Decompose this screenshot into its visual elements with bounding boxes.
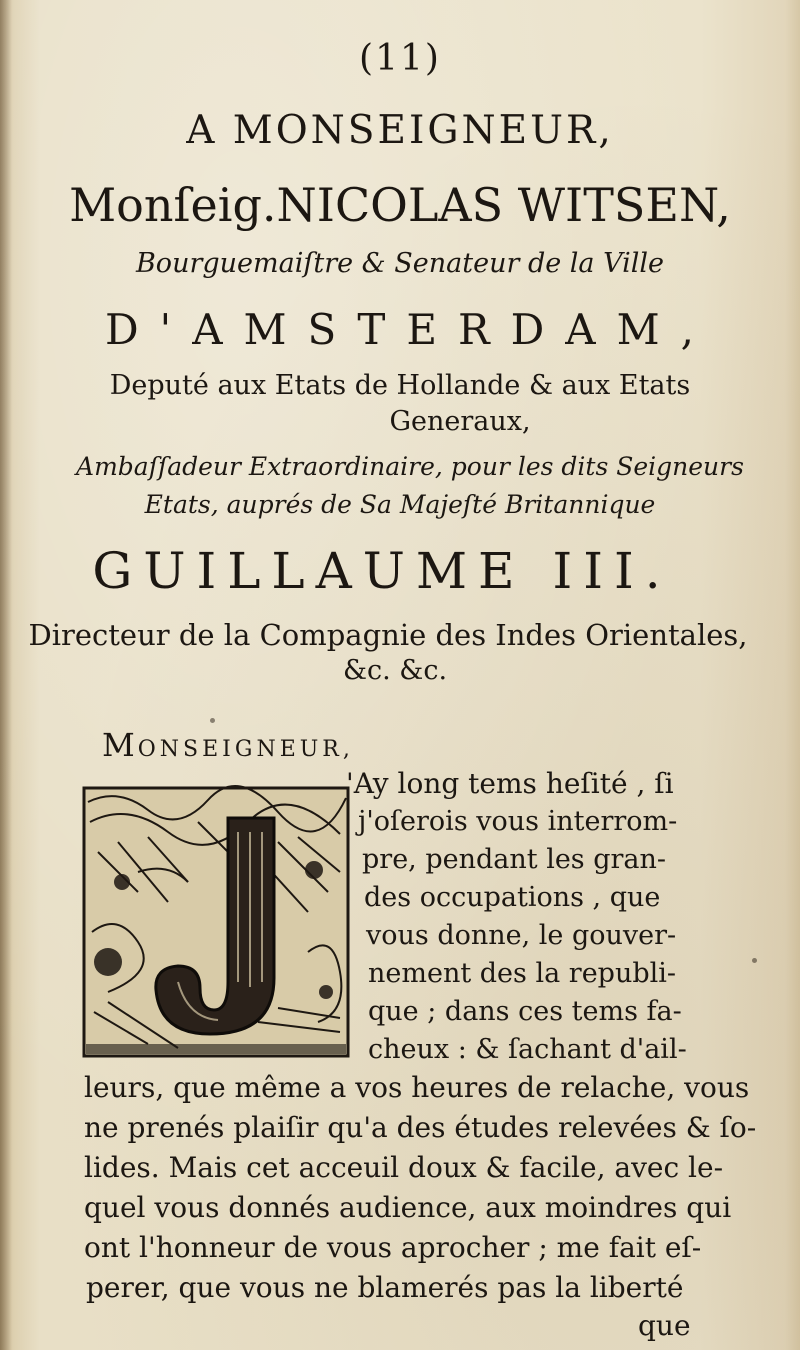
ink-speck — [210, 718, 215, 723]
body-line-6: nement des la republi- — [368, 958, 677, 989]
body-line-12: quel vous donnés audience, aux moindres qui — [84, 1191, 732, 1224]
director-line-1: Directeur de la Compagnie des Indes Orientales, — [28, 618, 748, 652]
body-line-3: pre, pendant les gran- — [362, 844, 667, 875]
ink-speck — [752, 958, 757, 963]
body-line-8: cheux : & ſachant d'ail- — [368, 1034, 687, 1065]
director-line-2: &c. &c. — [342, 655, 448, 686]
body-line-1: 'Ay long tems heſité , ſi — [346, 767, 674, 800]
body-line-4: des occupations , que — [364, 882, 661, 913]
dedicatee-name: Monſeig.NICOLAS WITSEN, — [69, 178, 731, 232]
decorated-initial — [78, 782, 354, 1062]
ambassador-line-2: Etats, auprés de Sa Majeſté Britannique — [144, 490, 656, 519]
body-line-11: lides. Mais cet acceuil doux & facile, avec le- — [84, 1151, 724, 1184]
body-line-14: perer, que vous ne blamerés pas la liberté — [86, 1271, 684, 1304]
deputy-line-1: Deputé aux Etats de Hollande & aux Etats — [109, 370, 691, 401]
dedication-heading: A MONSEIGNEUR, — [186, 108, 614, 153]
deputy-line-2: Generaux, — [389, 406, 531, 437]
body-line-5: vous donne, le gouver- — [366, 920, 677, 951]
body-line-13: ont l'honneur de vous aprocher ; me fait eſ- — [84, 1231, 702, 1264]
woodcut-initial-icon — [78, 782, 354, 1062]
catchword: que — [638, 1309, 691, 1342]
dedicatee-office: Bourguemaiſtre & Senateur de la Ville — [135, 248, 665, 279]
body-line-2: j'oſerois vous interrom- — [358, 806, 678, 837]
body-line-10: ne prenés plaiſir qu'a des études relevées & ſo- — [84, 1111, 757, 1144]
city-name: D'AMSTERDAM, — [105, 305, 715, 354]
body-line-7: que ; dans ces tems fa- — [368, 996, 682, 1027]
salutation — [102, 726, 354, 764]
salutation-rest: ONSEIGNEUR, — [137, 737, 354, 762]
body-line-9: leurs, que même a vos heures de relache, vous — [84, 1071, 750, 1104]
ambassador-line-1: Ambaſſadeur Extraordinaire, pour les dits Seigneurs — [76, 452, 744, 481]
salutation-first-letter: M — [102, 726, 138, 764]
king-name: GUILLAUME III. — [92, 542, 672, 600]
page-number: (11) — [359, 38, 441, 79]
